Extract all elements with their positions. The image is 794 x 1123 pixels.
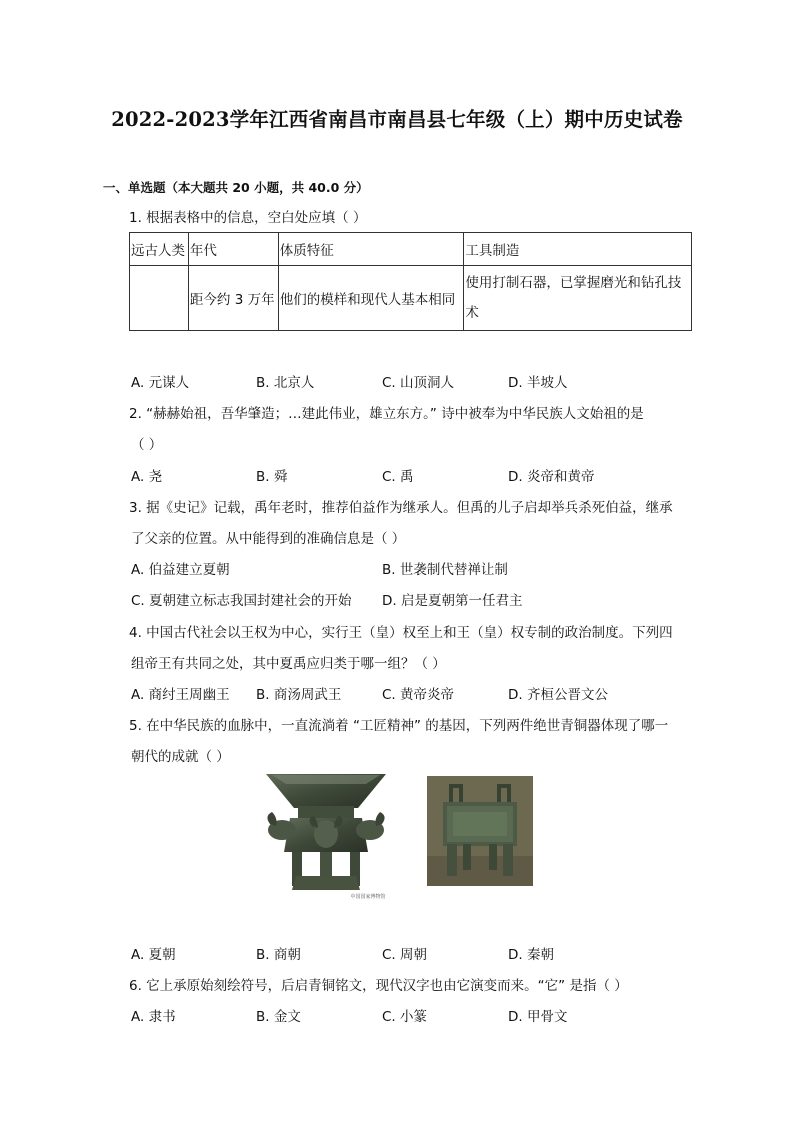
four-ram-zun-image [262,772,390,900]
q5-option-d[interactable]: D. 秦朝 [508,947,554,963]
table-row [130,266,692,331]
q5-option-c[interactable]: C. 周朝 [382,947,428,963]
question-5-text: 5. 在中华民族的血脉中，一直流淌着 “工匠精神” 的基因，下列两件绝世青铜器体现了哪一 [129,718,669,734]
table-header-row [130,233,692,266]
q4-option-a[interactable]: A. 商纣王周幽王 [131,687,230,703]
q1-option-c[interactable]: C. 山顶洞人 [382,375,455,391]
q6-option-b[interactable]: B. 金文 [256,1009,301,1025]
question-3-text: 3. 据《史记》记载，禹年老时，推荐伯益作为继承人。但禹的儿子启却举兵杀死伯益，继承 [129,500,673,516]
question-3-text-cont: 了父亲的位置。从中能得到的准确信息是（ ） [131,531,406,547]
q2-option-a[interactable]: A. 尧 [131,469,163,485]
q3-option-a[interactable]: A. 伯益建立夏朝 [131,562,230,578]
table-header-cell: 年代 [188,233,278,266]
q3-option-d[interactable]: D. 启是夏朝第一任君主 [382,593,523,609]
table-header-cell: 体质特征 [278,233,464,266]
question-1-text: 1. 根据表格中的信息，空白处应填（ ） [129,210,367,226]
square-ding-image [427,776,533,886]
table-cell: 使用打制石器，已掌握磨光和钻孔技术 [464,266,692,331]
page-title: 2022-2023学年江西省南昌市南昌县七年级（上）期中历史试卷 [111,108,683,131]
q4-option-d[interactable]: D. 齐桓公晋文公 [508,687,608,703]
q1-option-d[interactable]: D. 半坡人 [508,375,568,391]
q4-option-b[interactable]: B. 商汤周武王 [256,687,342,703]
table-cell: 他们的模样和现代人基本相同 [278,266,464,331]
table-cell-blank [130,266,189,331]
question-2-text-cont: （ ） [131,437,163,453]
image-caption: 中国国家博物馆 [350,894,386,900]
q1-option-a[interactable]: A. 元谋人 [131,375,190,391]
q2-option-b[interactable]: B. 舜 [256,469,288,485]
table-header-cell: 远古人类 [130,233,189,266]
q1-option-b[interactable]: B. 北京人 [256,375,315,391]
table-header-cell: 工具制造 [464,233,692,266]
question-4-text-cont: 组帝王有共同之处，其中夏禹应归类于哪一组？（ ） [131,656,446,672]
q6-option-a[interactable]: A. 隶书 [131,1009,176,1025]
table-cell: 距今约 3 万年 [188,266,278,331]
q6-option-d[interactable]: D. 甲骨文 [508,1009,568,1025]
q4-option-c[interactable]: C. 黄帝炎帝 [382,687,455,703]
q3-option-c[interactable]: C. 夏朝建立标志我国封建社会的开始 [131,593,352,609]
question-4-text: 4. 中国古代社会以王权为中心，实行王（皇）权至上和王（皇）权专制的政治制度。下列四 [129,625,673,641]
q2-option-d[interactable]: D. 炎帝和黄帝 [508,469,595,485]
question-6-text: 6. 它上承原始刻绘符号，后启青铜铭文，现代汉字也由它演变而来。“它” 是指（ ） [129,978,628,994]
section-heading: 一、单选题（本大题共 20 小题，共 40.0 分） [103,180,369,195]
q2-option-c[interactable]: C. 禹 [382,469,414,485]
q6-option-c[interactable]: C. 小篆 [382,1009,428,1025]
question-5-text-cont: 朝代的成就（ ） [131,749,230,765]
question-1-table [129,232,692,331]
q3-option-b[interactable]: B. 世袭制代替禅让制 [382,562,508,578]
question-2-text: 2. “赫赫始祖，吾华肇造；…建此伟业，雄立东方。” 诗中被奉为中华民族人文始祖的是 [129,406,644,422]
q5-option-b[interactable]: B. 商朝 [256,947,301,963]
q5-option-a[interactable]: A. 夏朝 [131,947,176,963]
